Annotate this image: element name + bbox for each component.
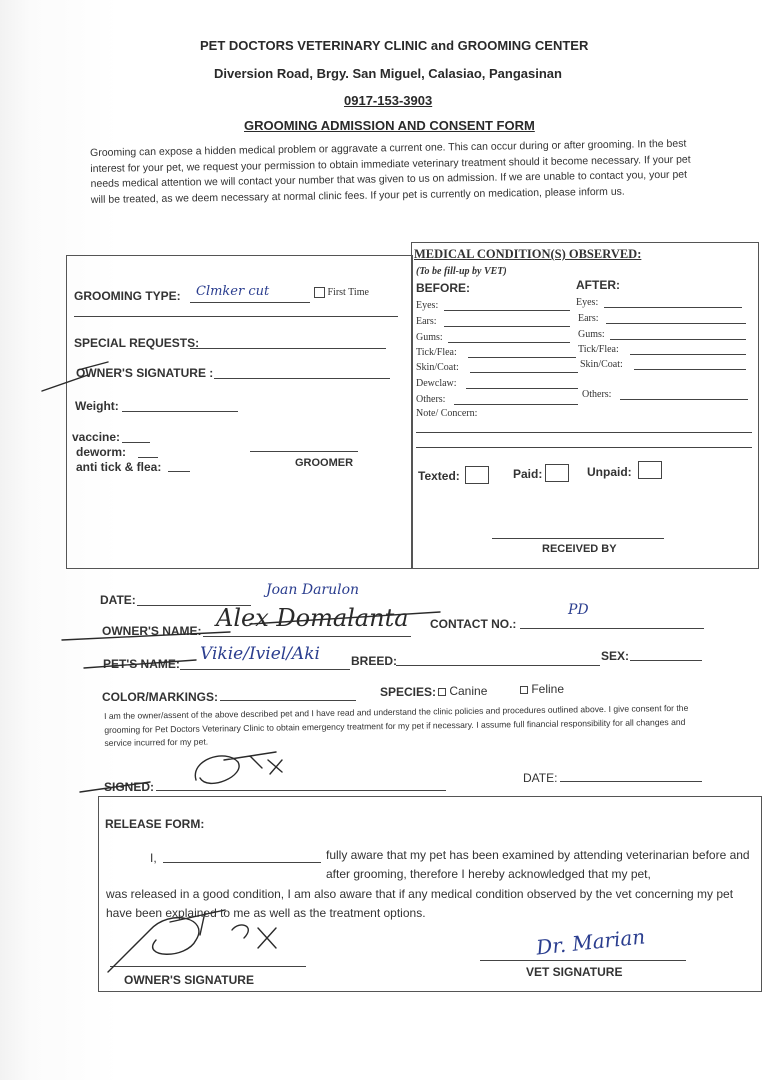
consent-date-label: DATE: — [523, 771, 558, 785]
release-title: RELEASE FORM: — [105, 817, 205, 831]
vet-signature-value: Dr. Marian — [535, 924, 647, 960]
unpaid-label: Unpaid: — [587, 465, 632, 479]
after-tickflea: Tick/Flea: — [578, 344, 619, 355]
signed-strike — [80, 782, 150, 792]
release-i-label: I, — [150, 851, 157, 865]
owner-name-label: OWNER'S NAME: — [102, 624, 202, 638]
owner-release-signature — [108, 910, 276, 972]
pet-name-value[interactable]: Vikie/Iviel/Aki — [200, 644, 320, 664]
clinic-name: PET DOCTORS VETERINARY CLINIC and GROOMING CENTER — [200, 38, 589, 53]
groomer-label: GROOMER — [295, 457, 354, 469]
owner-name-value[interactable]: Alex Domalanta — [216, 604, 409, 632]
after-others: Others: — [582, 389, 612, 400]
before-eyes: Eyes: — [416, 300, 439, 311]
release-text-1: fully aware that my pet has been examined by attending veterinarian before and after grooming, therefore I hereby acknowledged that my pet, — [326, 848, 750, 881]
before-gums: Gums: — [416, 332, 443, 343]
texted-label: Texted: — [418, 469, 460, 483]
special-requests-label: SPECIAL REQUESTS: — [74, 336, 200, 350]
after-eyes: Eyes: — [576, 297, 599, 308]
weight-label: Weight: — [75, 399, 119, 413]
release-text-2: was released in a good condition, I am also aware that if any medical condition observed by the vet concerning my pet have been explained to me as well as the treatment options. — [106, 887, 734, 920]
owner-signature-label: OWNER'S SIGNATURE : — [76, 366, 214, 380]
vaccine-label: vaccine: — [72, 430, 121, 444]
note-concern-label: Note/ Concern: — [416, 408, 478, 419]
date-label: DATE: — [100, 593, 136, 607]
grooming-type-label: GROOMING TYPE: — [74, 289, 181, 303]
intro-paragraph: Grooming can expose a hidden medical problem or aggravate a current one. This can occur during or after grooming. In the best interest for your pet, we request your permission to obtain immediate veterinary treatment should it become necessary. If your pet needs medical attention we will contact your number that was given to us on admission. If we are unable to contact you, your pet will be treated, as we deem necessary at normal clinic fees. If your pet is currently on medication, please inform us. — [90, 137, 691, 206]
after-gums: Gums: — [578, 329, 605, 340]
vet-signature-label: VET SIGNATURE — [526, 965, 623, 979]
grooming-type-value[interactable]: Clmker cut — [196, 284, 270, 299]
canine-label: Canine — [449, 684, 488, 698]
after-label: AFTER: — [576, 278, 620, 292]
signed-label: SIGNED: — [104, 780, 155, 794]
before-tickflea: Tick/Flea: — [416, 347, 457, 358]
deworm-label: deworm: — [76, 445, 127, 459]
contact-value[interactable]: PD — [568, 602, 589, 618]
pet-name-strike — [84, 660, 196, 668]
form-title: GROOMING ADMISSION AND CONSENT FORM — [244, 118, 535, 133]
clinic-address: Diversion Road, Brgy. San Miguel, Calasiao, Pangasinan — [214, 66, 562, 81]
first-time-label: First Time — [327, 287, 369, 298]
release-owner-signature-label: OWNER'S SIGNATURE — [124, 973, 254, 987]
before-skincoat: Skin/Coat: — [416, 362, 459, 373]
sex-label: SEX: — [601, 649, 630, 663]
species-label: SPECIES: — [380, 685, 437, 699]
owner-name-strike — [62, 612, 440, 640]
before-dewclaw: Dewclaw: — [416, 378, 457, 389]
clinic-phone: 0917-153-3903 — [344, 93, 433, 108]
after-skincoat: Skin/Coat: — [580, 359, 623, 370]
anti-tick-label: anti tick & flea: — [76, 460, 162, 474]
before-label: BEFORE: — [416, 281, 470, 295]
pet-name-label: PET'S NAME: — [103, 657, 180, 671]
breed-label: BREED: — [351, 654, 398, 668]
date-value[interactable]: Joan Darulon — [266, 582, 360, 598]
paid-label: Paid: — [513, 467, 543, 481]
after-ears: Ears: — [578, 313, 599, 324]
before-ears: Ears: — [416, 316, 437, 327]
owner-sig-check-stroke — [42, 362, 108, 391]
before-others: Others: — [416, 394, 446, 405]
medical-subtitle: (To be fill-up by VET) — [416, 266, 507, 277]
medical-title: MEDICAL CONDITION(S) OBSERVED: — [414, 247, 642, 261]
consent-text: I am the owner/assent of the above described pet and I have read and understand the clinic policies and procedures outlined above. I give consent for the grooming for Pet Doctors Veterinary Clinic to obtain emergency treatment for my pet if necessary. I assume full financial responsibility for all changes and service incurred for my pet. — [104, 702, 689, 748]
consent-signature — [195, 752, 282, 783]
feline-label: Feline — [531, 682, 565, 696]
received-by-label: RECEIVED BY — [542, 543, 617, 555]
color-markings-label: COLOR/MARKINGS: — [102, 690, 218, 704]
contact-label: CONTACT NO.: — [430, 617, 517, 631]
